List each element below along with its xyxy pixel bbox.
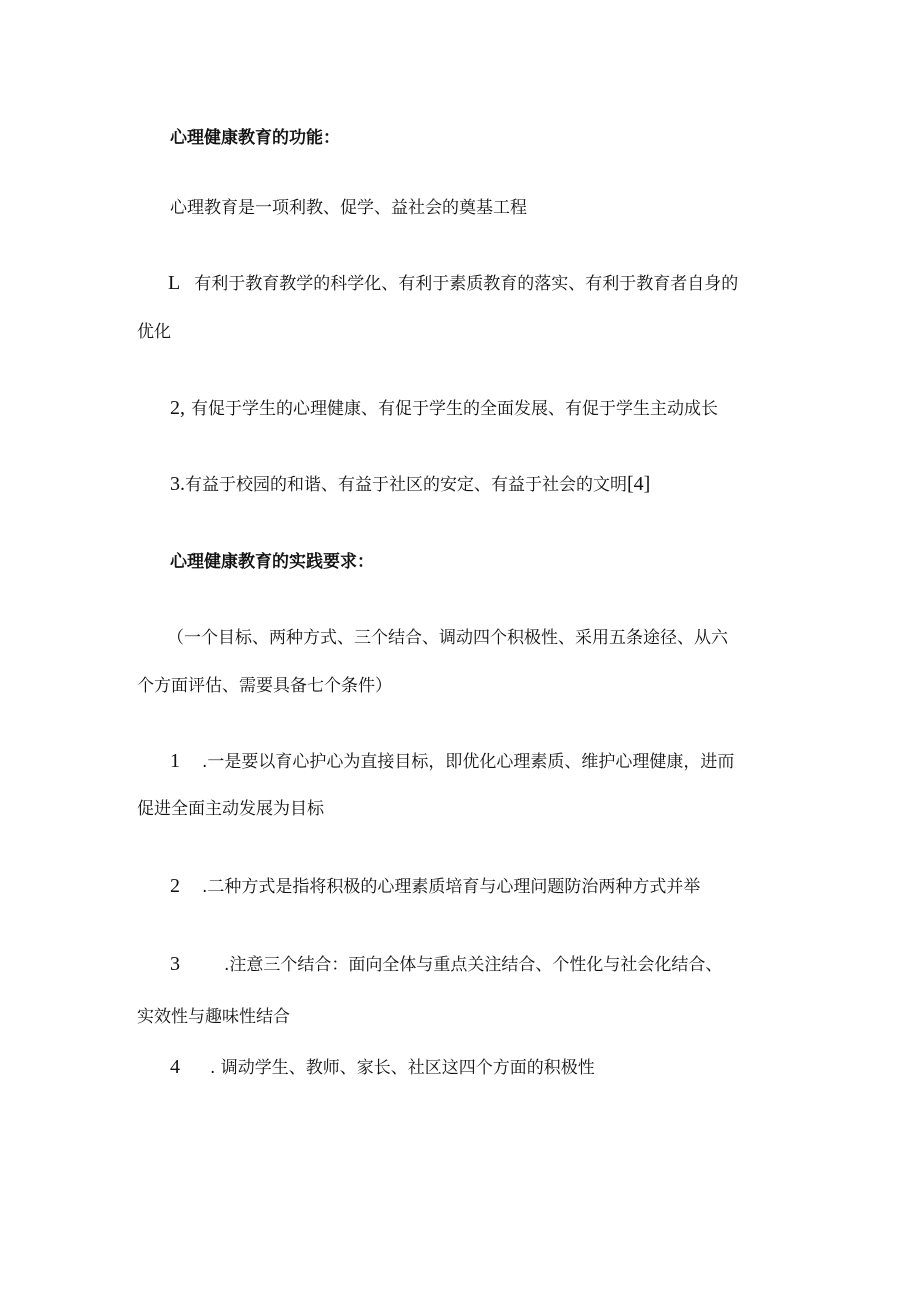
list-item-text: 有利于教育教学的科学化、有利于素质教育的落实、有利于教育者自身的 <box>194 274 739 294</box>
list-marker: L <box>168 272 181 294</box>
list-item-text: . 调动学生、教师、家长、社区这四个方面的积极性 <box>210 1058 595 1078</box>
citation: [4] <box>627 473 651 495</box>
list-item-requirement-1 <box>170 750 734 773</box>
list-item-text: 有益于校园的和谐、有益于社区的安定、有益于社会的文明 <box>185 475 627 495</box>
section-heading-requirements: 心理健康教育的实践要求： <box>170 552 374 572</box>
list-item-text: .二种方式是指将积极的心理素质培育与心理问题防治两种方式并举 <box>202 877 701 897</box>
list-marker: 3 <box>170 953 180 975</box>
list-marker: 3. <box>170 473 185 495</box>
list-item-requirement-3 <box>170 953 722 976</box>
section-heading-functions: 心理健康教育的功能： <box>170 128 340 148</box>
list-item-continuation: 促进全面主动发展为目标 <box>137 799 324 819</box>
section-intro-functions: 心理教育是一项利教、促学、益社会的奠基工程 <box>170 198 527 218</box>
section-intro-continuation: 个方面评估、需要具备七个条件） <box>137 676 392 696</box>
list-item-function-2 <box>170 397 718 420</box>
list-item-function-3 <box>170 473 650 496</box>
list-item-text: .一是要以育心护心为直接目标，即优化心理素质、维护心理健康，进而 <box>202 752 735 772</box>
list-marker: 4 <box>170 1056 180 1078</box>
list-item-text: .注意三个结合：面向全体与重点关注结合、个性化与社会化结合、 <box>224 955 723 975</box>
list-marker: 1 <box>170 750 180 772</box>
list-item-text: 有促于学生的心理健康、有促于学生的全面发展、有促于学生主动成长 <box>191 399 718 419</box>
list-item-requirement-2 <box>170 875 700 898</box>
list-item-continuation: 实效性与趣味性结合 <box>137 1007 290 1027</box>
list-item-function-1 <box>168 272 738 295</box>
list-marker: 2, <box>170 397 185 419</box>
list-marker: 2 <box>170 875 180 897</box>
list-item-requirement-4 <box>170 1056 595 1079</box>
list-item-continuation: 优化 <box>137 322 171 342</box>
section-intro-requirements: （一个目标、两种方式、三个结合、调动四个积极性、采用五条途径、从六 <box>167 628 728 648</box>
